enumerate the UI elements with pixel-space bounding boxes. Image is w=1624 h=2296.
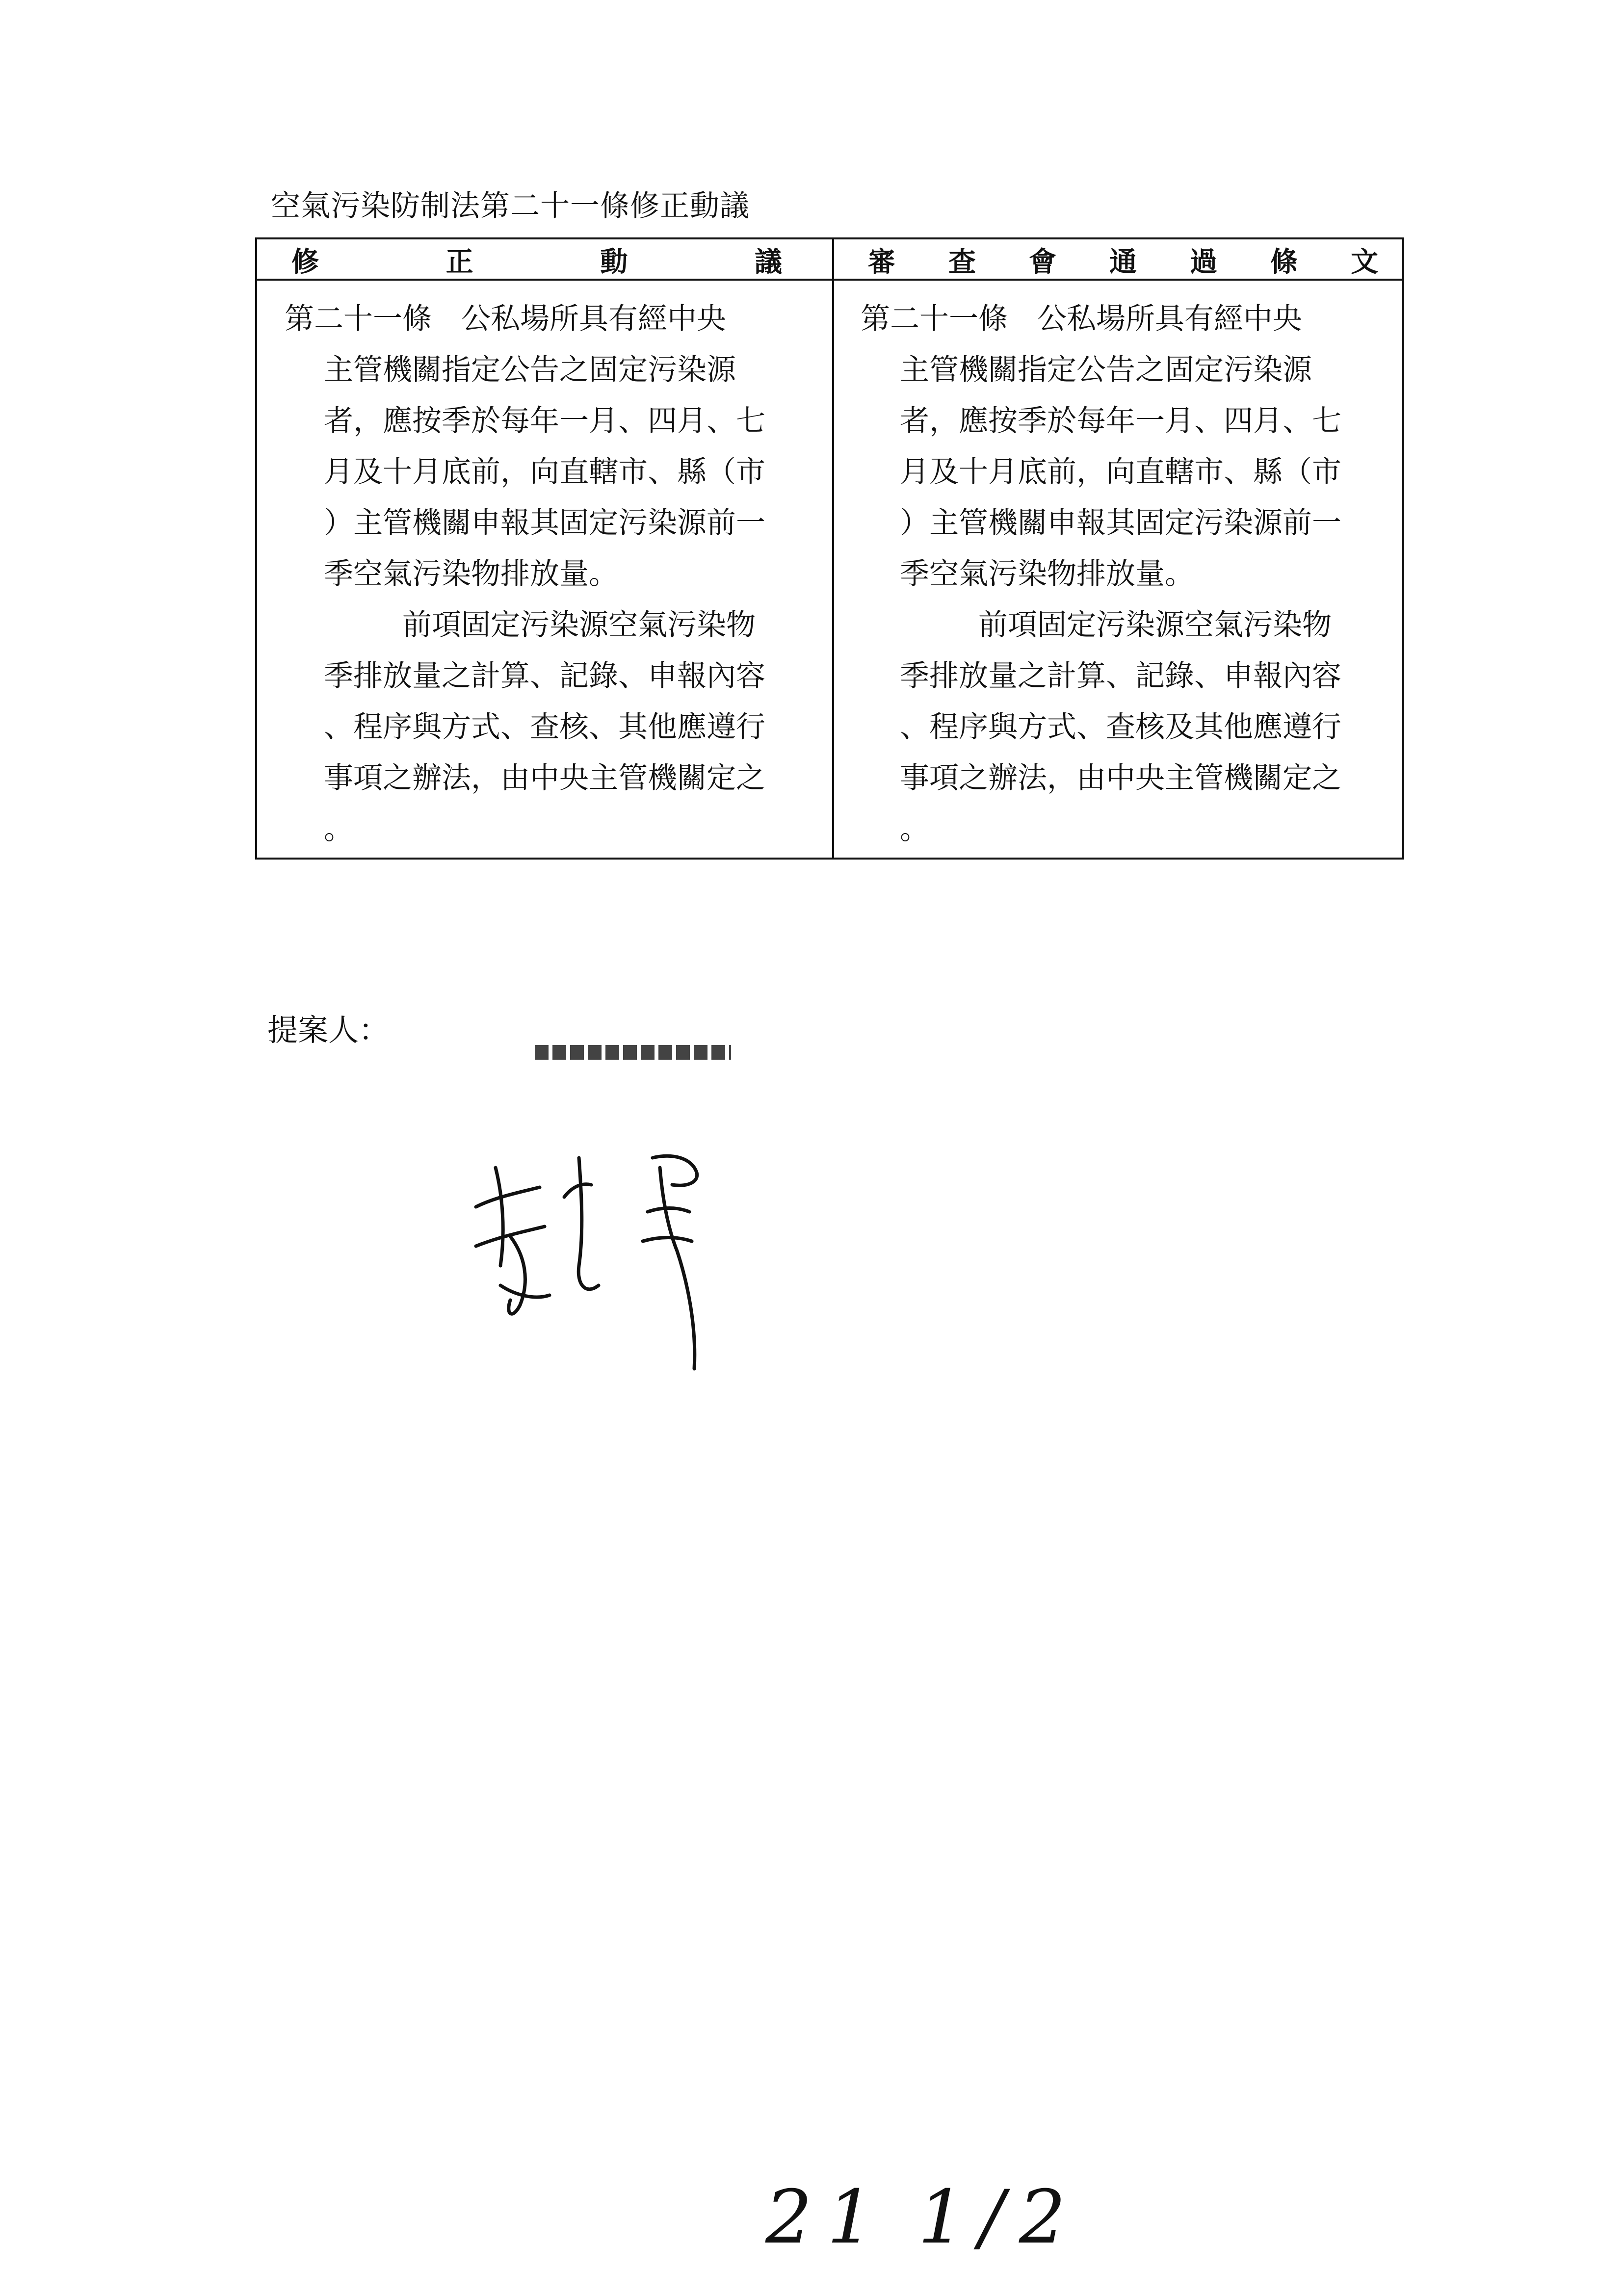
column-divider (832, 239, 834, 858)
handwritten-signature (466, 1138, 741, 1393)
article-line: 季空氣污染物排放量。 (900, 557, 1194, 591)
amendment-column-header (291, 241, 782, 279)
article-line: 季空氣污染物排放量。 (324, 557, 618, 591)
article-line: 主管機關指定公告之固定污染源 (324, 353, 736, 387)
page-fraction: 1/2 (917, 2175, 1081, 2260)
article-line: 者，應按季於每年一月、四月、七 (324, 404, 765, 438)
article-line: 前項固定污染源空氣污染物 (978, 608, 1332, 642)
handwritten-page-mark (765, 2175, 1081, 2260)
header-char: 會 (1029, 246, 1056, 278)
approved-column-header (868, 241, 1378, 279)
document-title: 空氣污染防制法第二十一條修正動議 (271, 189, 750, 223)
article-line: 者，應按季於每年一月、四月、七 (900, 404, 1341, 438)
article-line: 第二十一條 公私場所具有經中央 (285, 302, 726, 336)
redacted-name (535, 1045, 731, 1060)
article-line: 事項之辦法，由中央主管機關定之 (900, 761, 1341, 795)
article-line: ）主管機關申報其固定污染源前一 (900, 506, 1341, 540)
article-line: 第二十一條 公私場所具有經中央 (861, 302, 1302, 336)
article-line: 、程序與方式、查核及其他應遵行 (900, 710, 1341, 744)
article-line: 前項固定污染源空氣污染物 (402, 608, 756, 642)
proposer-label: 提案人： (267, 1012, 390, 1048)
article-line: 主管機關指定公告之固定污染源 (900, 353, 1312, 387)
header-char: 動 (600, 246, 628, 278)
amendment-table (255, 237, 1404, 860)
header-char: 正 (445, 246, 473, 278)
approved-text-cell (861, 293, 1376, 855)
page-number: 21 (765, 2175, 889, 2260)
header-char: 議 (754, 246, 782, 278)
article-line: 。 (900, 812, 929, 846)
amendment-text-cell (285, 293, 800, 855)
article-line: 月及十月底前，向直轄市、縣（市 (324, 455, 765, 489)
article-line: 事項之辦法，由中央主管機關定之 (324, 761, 765, 795)
header-char: 審 (868, 246, 895, 278)
header-char: 通 (1109, 246, 1137, 278)
article-line: ）主管機關申報其固定污染源前一 (324, 506, 765, 540)
header-char: 過 (1190, 246, 1217, 278)
article-line: 季排放量之計算、記錄、申報內容 (900, 659, 1341, 693)
article-line: 。 (324, 812, 353, 846)
header-char: 條 (1270, 246, 1298, 278)
article-line: 、程序與方式、查核、其他應遵行 (324, 710, 765, 744)
header-divider (257, 279, 1402, 281)
header-char: 文 (1351, 246, 1378, 278)
header-char: 查 (948, 246, 976, 278)
header-char: 修 (291, 246, 319, 278)
article-line: 月及十月底前，向直轄市、縣（市 (900, 455, 1341, 489)
article-line: 季排放量之計算、記錄、申報內容 (324, 659, 765, 693)
